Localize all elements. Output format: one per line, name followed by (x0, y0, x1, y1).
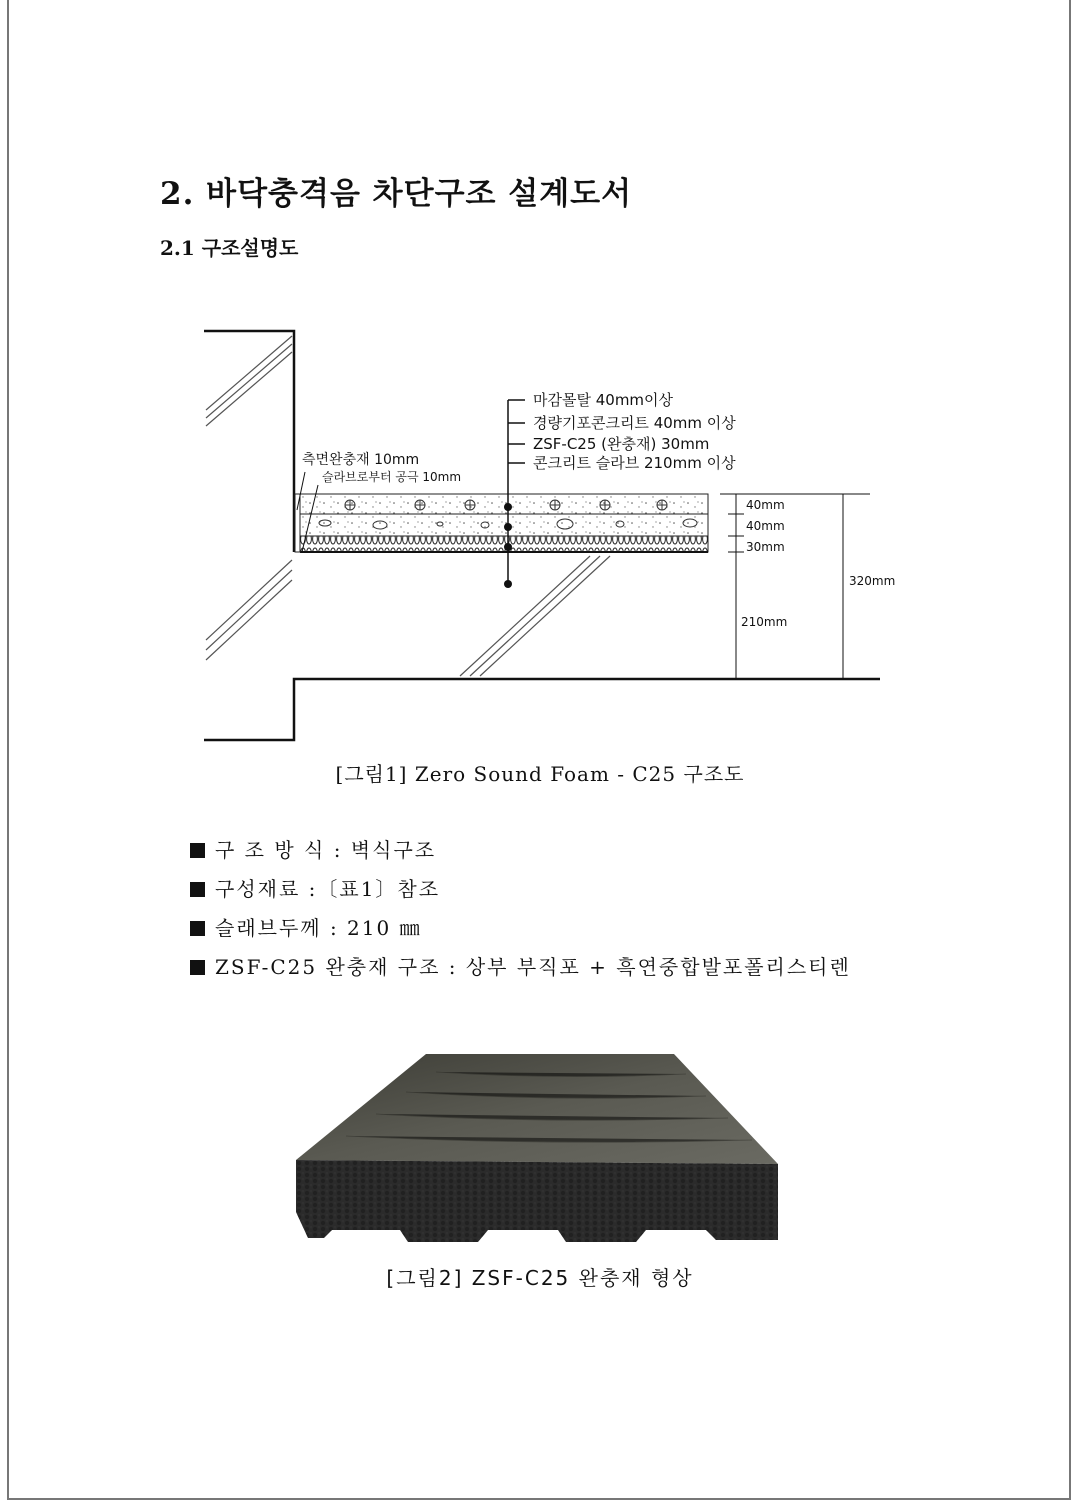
layer-label: 경량기포콘크리트 40mm 이상 (533, 414, 736, 432)
leader-line (508, 400, 525, 584)
spec-item (190, 836, 851, 875)
dim-total: 320mm (849, 574, 896, 588)
spec-text: 슬래브두께 : 210 ㎜ (215, 916, 422, 940)
spec-text: ZSF-C25 완충재 구조 : 상부 부직포 + 흑연중합발포폴리스티렌 (215, 955, 851, 979)
cushion-foam-photo (296, 1052, 780, 1250)
floor-structure-diagram (0, 300, 1080, 750)
subsection-heading: 2.1 구조설명도 (160, 236, 299, 260)
layer-label: 콘크리트 슬라브 210mm 이상 (533, 454, 736, 472)
spec-text: 구 조 방 식 : 벽식구조 (215, 838, 437, 862)
figure1-caption: [그림1] Zero Sound Foam - C25 구조도 (335, 762, 745, 786)
square-bullet-icon (190, 843, 205, 858)
spec-item (190, 953, 851, 992)
spec-item (190, 875, 851, 914)
dimension-lines (720, 494, 870, 679)
dim-cushion: 30mm (746, 540, 785, 554)
square-bullet-icon (190, 921, 205, 936)
side-cushion-label: 측면완충재 10mm (302, 452, 420, 468)
spec-text: 구성재료 :〔표1〕참조 (215, 877, 441, 901)
layer-label: ZSF-C25 (완충재) 30mm (533, 435, 710, 453)
finish-mortar-layer (300, 494, 708, 514)
side-cushion (295, 494, 300, 552)
dim-finish: 40mm (746, 498, 785, 512)
figure2-caption: [그림2] ZSF-C25 완충재 형상 (386, 1266, 694, 1290)
foam-concrete-layer (300, 514, 708, 536)
dim-slab: 210mm (741, 615, 788, 629)
cushion-layer (300, 536, 708, 552)
section-heading: 2. 바닥충격음 차단구조 설계도서 (160, 176, 633, 212)
layer-label: 마감몰탈 40mm이상 (533, 391, 674, 409)
spec-list (190, 836, 851, 992)
spec-item (190, 914, 851, 953)
square-bullet-icon (190, 882, 205, 897)
gap-label: 슬라브로부터 공극 10mm (322, 470, 462, 484)
square-bullet-icon (190, 960, 205, 975)
dim-foam-concrete: 40mm (746, 519, 785, 533)
